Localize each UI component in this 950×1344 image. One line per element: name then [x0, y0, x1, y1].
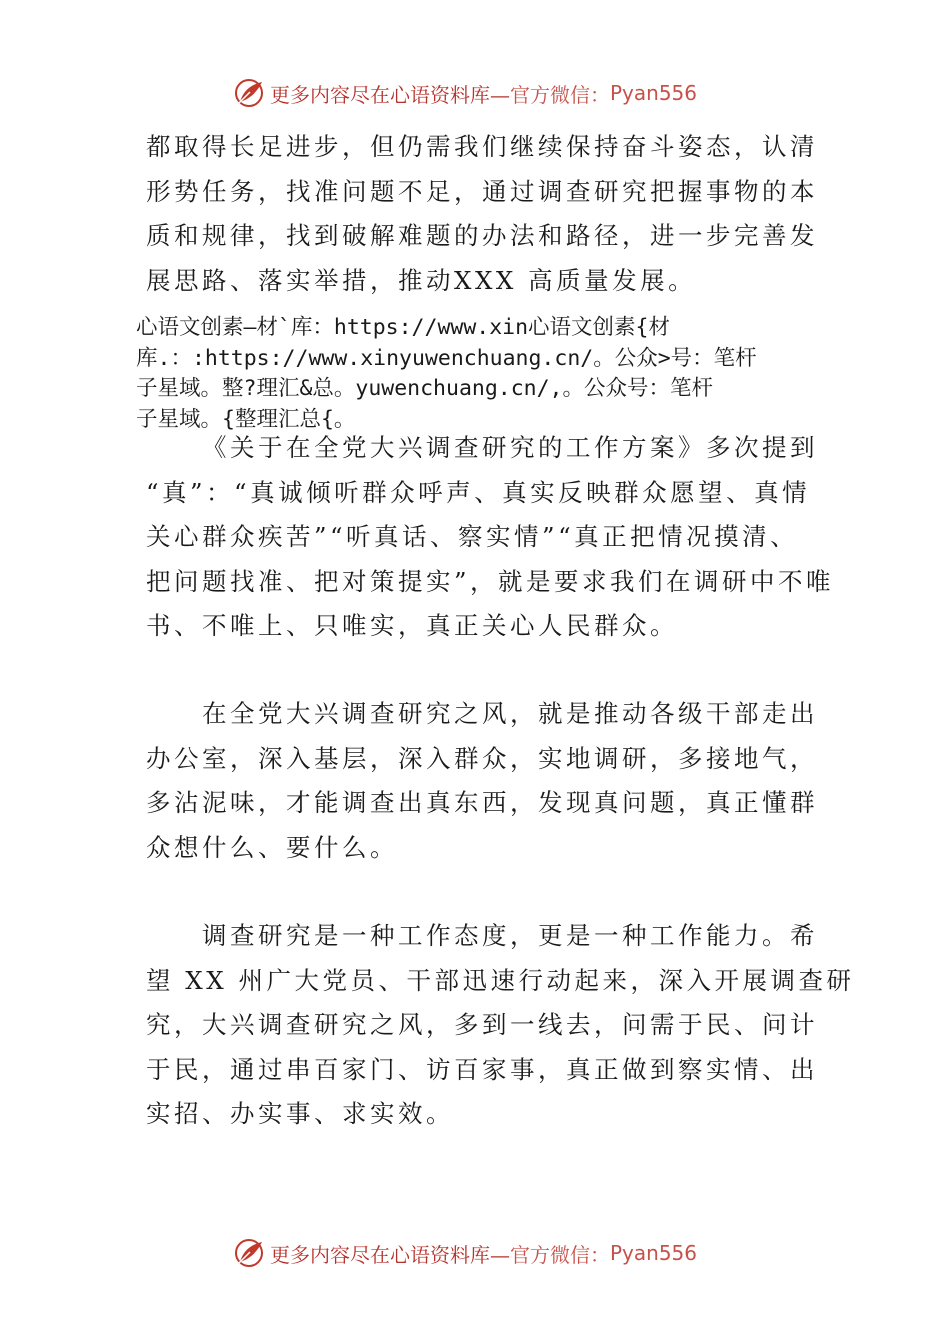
text-line: 于民，通过串百家门、访百家事，真正做到察实情、出: [146, 1054, 818, 1084]
header-banner: [232, 73, 697, 113]
text-line: 形势任务，找准问题不足，通过调查研究把握事物的本: [146, 176, 818, 206]
footer-banner: [232, 1233, 697, 1273]
paragraph: [146, 426, 835, 649]
text-line: 众想什么、要什么。: [146, 832, 398, 862]
banner-wechat-id: Pyan556: [610, 81, 698, 105]
text-line: 在全党大兴调查研究之风，就是推动各级干部走出: [202, 699, 818, 728]
source-watermark-text: [136, 313, 836, 435]
text-line: 书、不唯上、只唯实，真正关心人民群众。: [146, 611, 678, 640]
paragraph: [146, 692, 818, 870]
watermark-line: 子星域。整?理汇&总。yuwenchuang.cn/,。公众号：笔杆: [136, 376, 713, 401]
text-line: 实招、办实事、求实效。: [146, 1099, 454, 1128]
banner-text: 更多内容尽在心语资料库—: [270, 1242, 510, 1267]
text-line: 都取得长足进步，但仍需我们继续保持奋斗姿态，认清: [146, 132, 818, 161]
text-line: 展思路、落实举措，推动XXX 高质量发展。: [146, 265, 697, 295]
paragraph: [146, 914, 855, 1137]
banner-wechat-id: Pyan556: [610, 1241, 698, 1265]
paragraph-continuation: [146, 125, 818, 303]
leaf-logo-icon: [232, 1236, 266, 1270]
banner-wechat-label: 官方微信：: [510, 1242, 610, 1267]
banner-text: 更多内容尽在心语资料库—: [270, 82, 510, 107]
text-line: 《关于在全党大兴调查研究的工作方案》多次提到: [202, 433, 818, 462]
text-line: 把问题找准、把对策提实”，就是要求我们在调研中不唯: [146, 566, 835, 596]
text-line: 办公室，深入基层，深入群众，实地调研，多接地气，: [146, 743, 818, 773]
text-line: 多沾泥味，才能调查出真东西，发现真问题，真正懂群: [146, 788, 818, 817]
leaf-logo-icon: [232, 76, 266, 110]
text-line: 调查研究是一种工作态度，更是一种工作能力。希: [202, 921, 818, 950]
text-line: 关心群众疾苦”“听真话、察实情”“真正把情况摸清、: [146, 522, 799, 551]
text-line: “真”：“真诚倾听群众呼声、真实反映群众愿望、真情: [146, 477, 811, 507]
watermark-line: 子星域。{整理汇总{。: [136, 406, 356, 432]
watermark-line: 库.：:https://www.xinyuwenchuang.cn/。公众>号：笔杆: [136, 345, 757, 371]
text-line: 质和规律，找到破解难题的办法和路径，进一步完善发: [146, 221, 818, 250]
text-line: 究，大兴调查研究之风，多到一线去，问需于民、问计: [146, 1010, 818, 1039]
text-line: 望 XX 州广大党员、干部迅速行动起来，深入开展调查研: [146, 965, 855, 995]
watermark-line: 心语文创素—材`库：https://www.xin心语文创素{材: [136, 315, 670, 340]
banner-wechat-label: 官方微信：: [510, 82, 610, 107]
